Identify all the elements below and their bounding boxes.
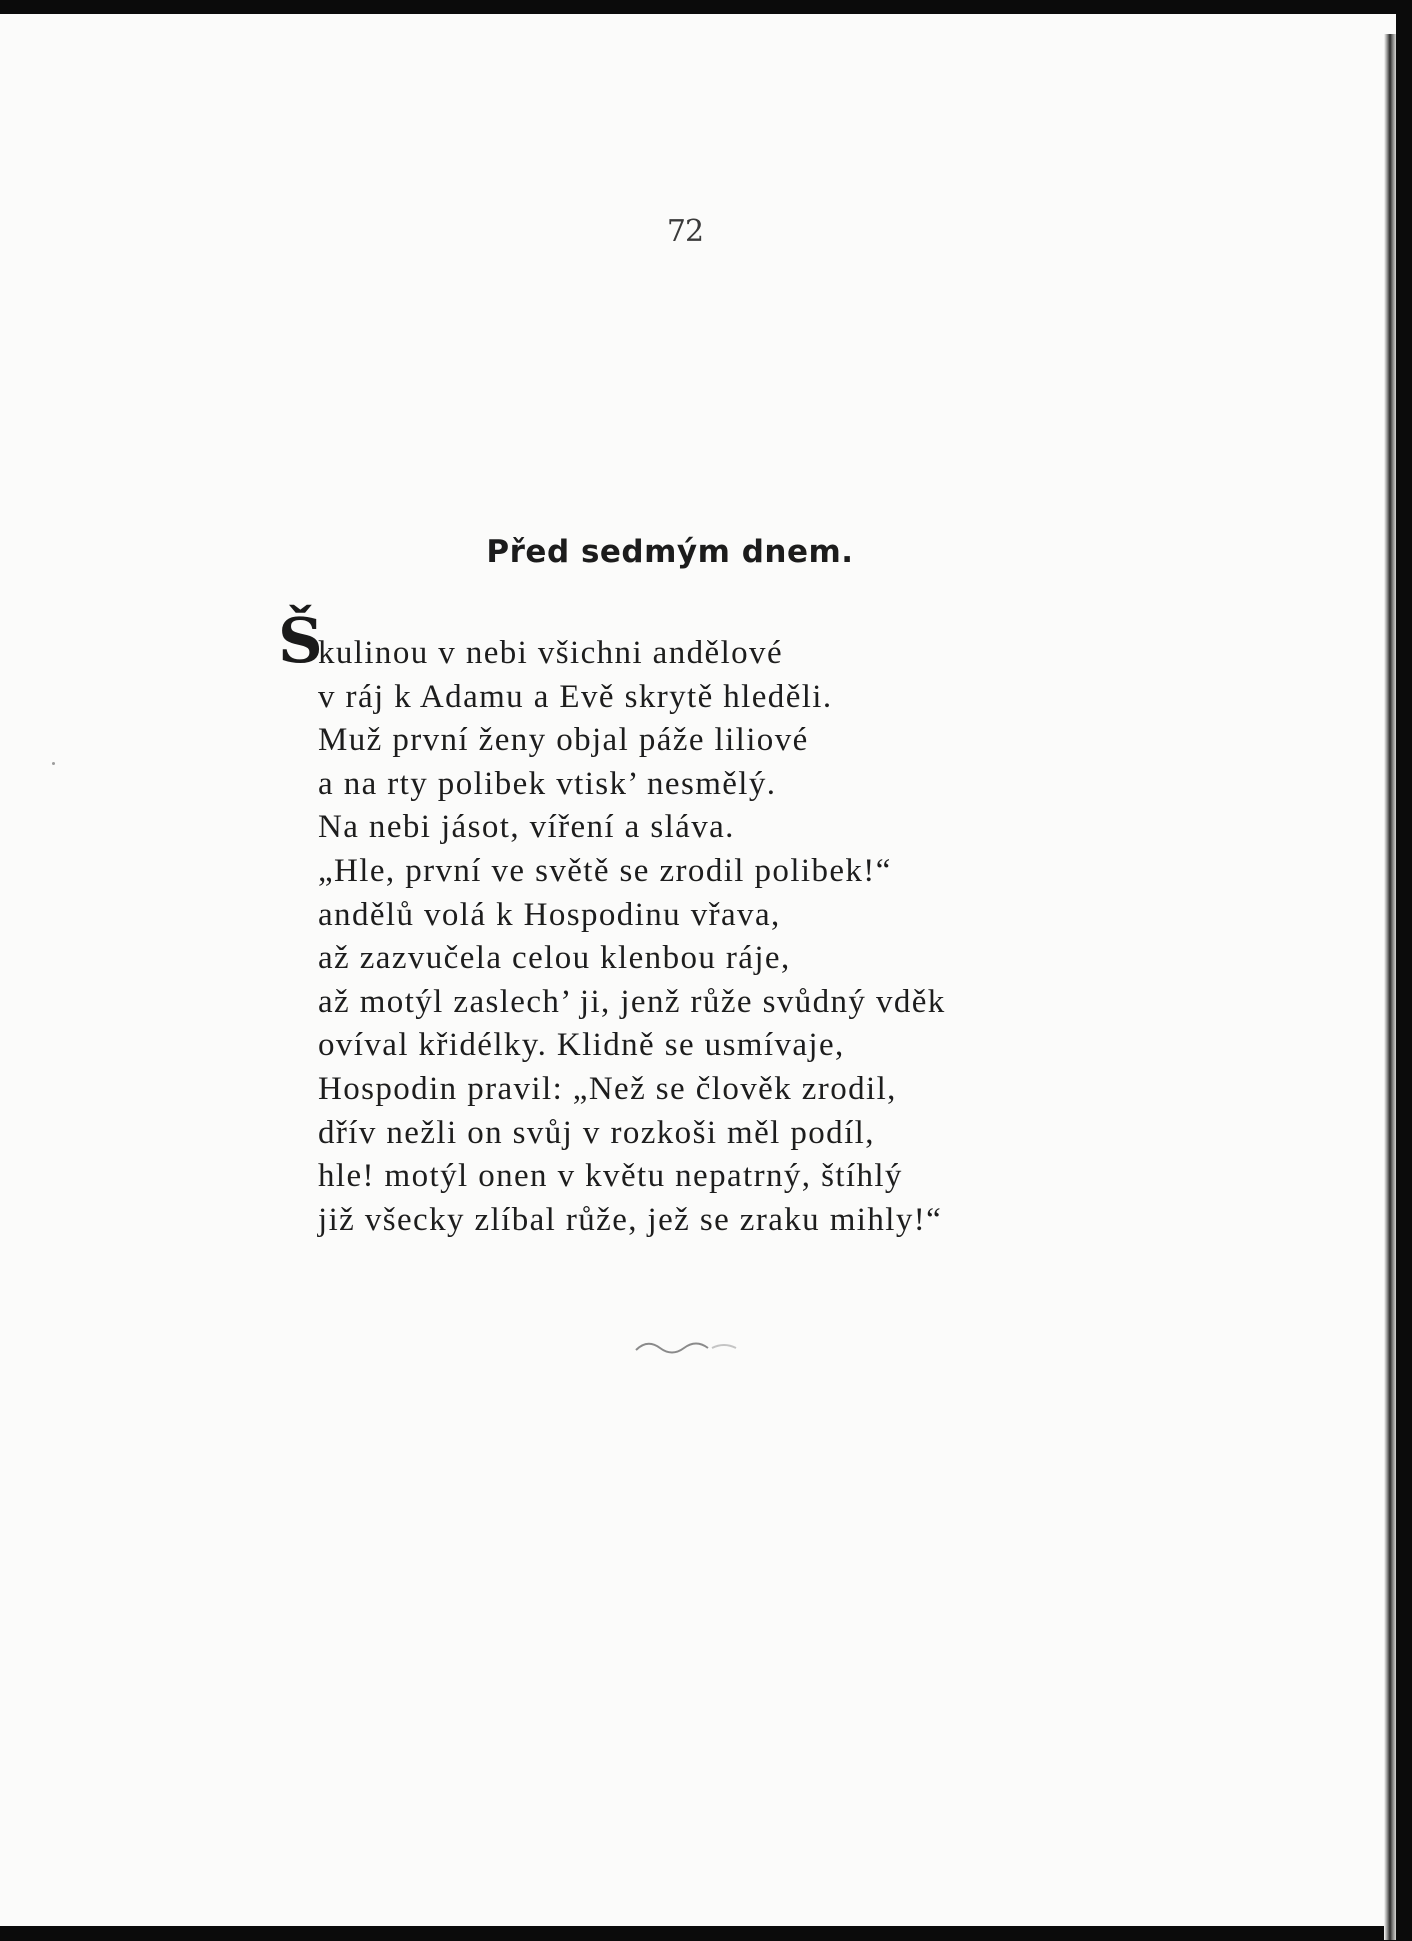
tilde-flourish-icon	[628, 1340, 768, 1356]
page-number: 72	[666, 214, 704, 249]
book-page	[0, 14, 1396, 1926]
poem-line: hle! motýl onen v květu nepatrný, štíhlý	[318, 1158, 903, 1195]
poem-line: dřív nežli on svůj v rozkoši měl podíl,	[318, 1114, 875, 1151]
poem-line: až motýl zaslech’ ji, jenž růže svůdný vděk	[318, 983, 946, 1020]
poem-line: „Hle, první ve světě se zrodil polibek!“	[318, 852, 892, 889]
poem-line: andělů volá k Hospodinu vřava,	[318, 896, 781, 933]
poem-line: ovíval křidélky. Klidně se usmívaje,	[318, 1027, 845, 1064]
poem-line: a na rty polibek vtisk’ nesmělý.	[318, 765, 777, 802]
poem-line: kulinou v nebi všichni andělové	[318, 635, 783, 671]
page-edge-shadow	[1384, 34, 1396, 1940]
drop-cap-initial: Š	[278, 604, 323, 677]
poem-line: v ráj k Adamu a Evě skrytě hleděli.	[318, 678, 833, 715]
poem-line: Na nebi jásot, víření a sláva.	[318, 809, 735, 846]
poem-line: již všecky zlíbal růže, jež se zraku mihly!“	[318, 1201, 943, 1238]
poem-body	[318, 632, 1318, 1242]
paper-speck	[52, 762, 55, 765]
poem-line: až zazvučela celou klenbou ráje,	[318, 940, 791, 977]
poem-line: Muž první ženy objal páže liliové	[318, 722, 809, 759]
poem-line: Hospodin pravil: „Než se člověk zrodil,	[318, 1070, 897, 1107]
poem-title: Před sedmým dnem.	[486, 534, 854, 570]
